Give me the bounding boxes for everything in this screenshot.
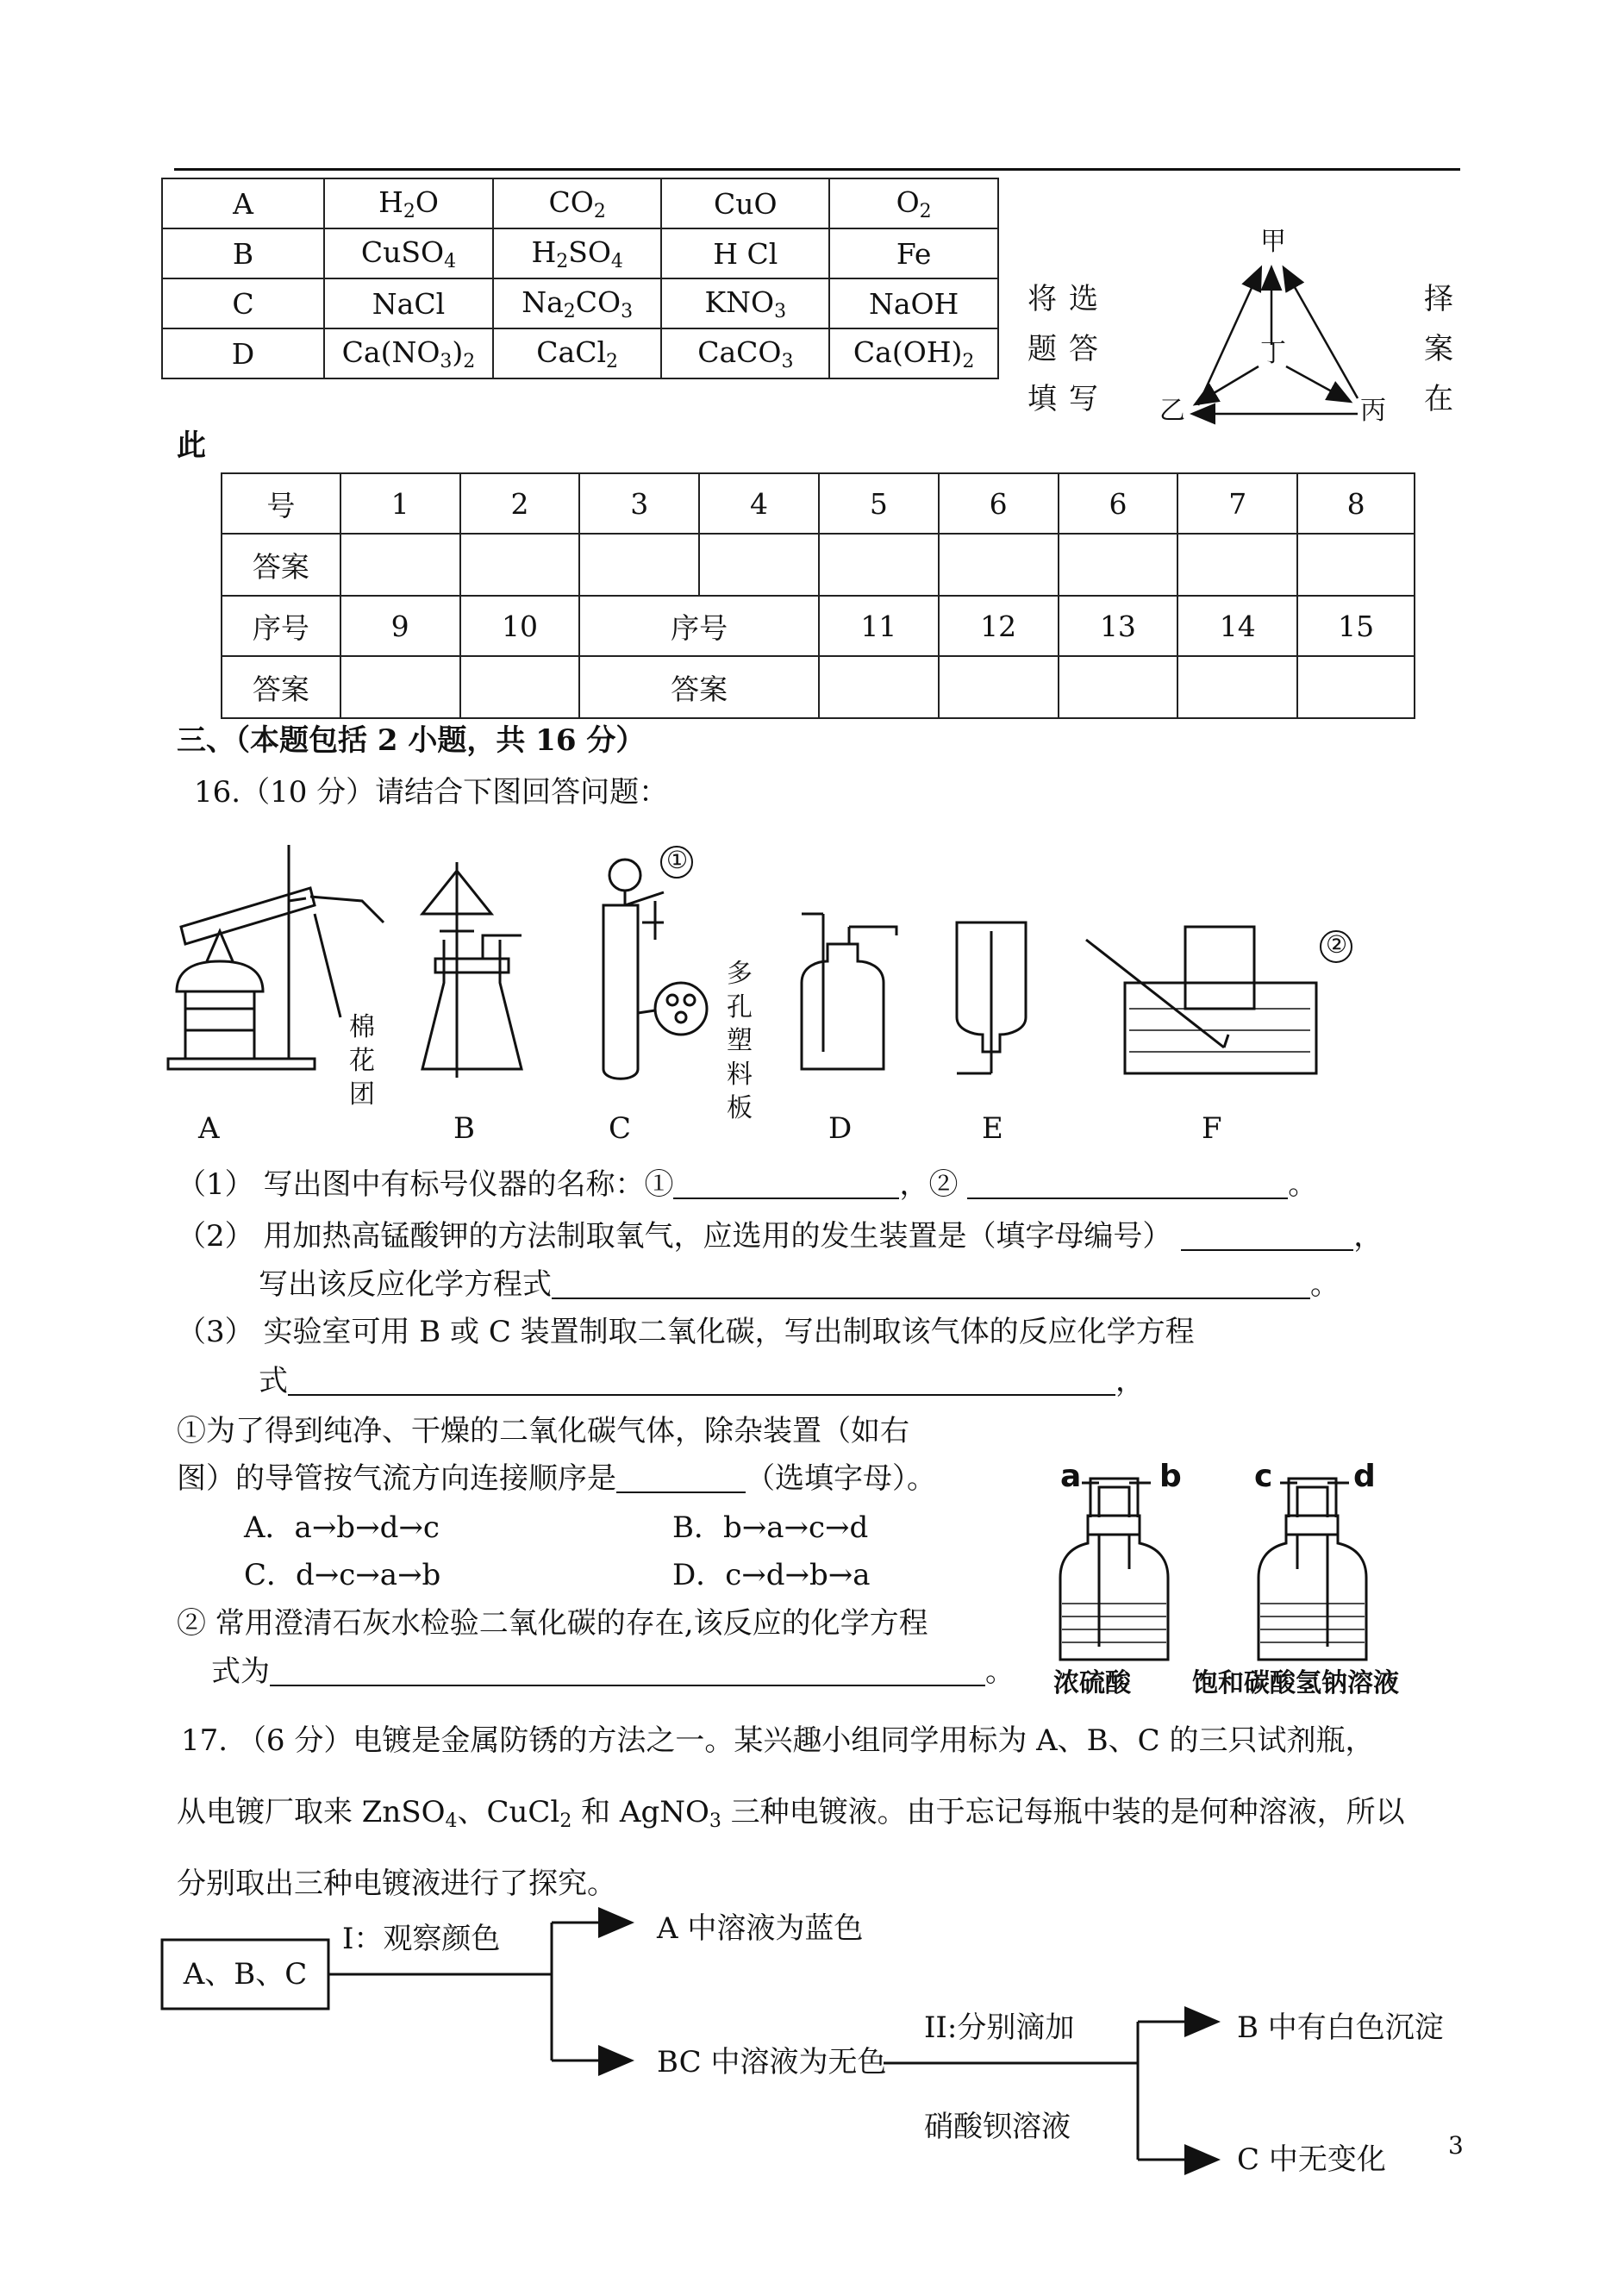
apparatus-label-d: D	[828, 1111, 853, 1146]
answer-cell[interactable]	[340, 656, 460, 718]
flow-result-c: C 中无变化	[1237, 2142, 1386, 2177]
q16-sub1-line1: ①为了得到纯净、干燥的二氧化碳气体，除杂装置（如右	[177, 1414, 909, 1448]
option-c: C．d→c→a→b	[244, 1558, 441, 1592]
blank-7[interactable]	[270, 1659, 985, 1686]
choice-cell: NaCl	[324, 278, 493, 328]
q17-line2: 从电镀厂取来 ZnSO$_4$、CuCl$_2$ 和 AgNO$_3$ 三种电镀液。由于忘记每瓶中装的是何种溶液，所以	[177, 1795, 1405, 1832]
choice-cell: $Ca(OH)_2$	[829, 328, 998, 378]
seq-num: 13	[1059, 596, 1178, 656]
choice-row	[162, 278, 998, 328]
choice-cell: $Ca(NO_3)_2$	[324, 328, 493, 378]
choice-cell: $KNO_3$	[661, 278, 829, 328]
q16-title: 16.（10 分）请结合下图回答问题：	[194, 775, 669, 810]
apparatus-label-a: A	[198, 1111, 220, 1146]
choice-cell: $H_2SO_4$	[493, 228, 661, 278]
flow-start-box: A、B、C	[183, 1957, 308, 1992]
tube-label-d: d	[1353, 1459, 1376, 1494]
option-a: A．a→b→d→c	[244, 1510, 440, 1545]
answer-cell[interactable]	[819, 534, 939, 596]
choice-table	[161, 178, 999, 379]
tube-label-b: b	[1159, 1459, 1182, 1494]
blank-3[interactable]	[1181, 1223, 1353, 1251]
tube-label-c: c	[1254, 1459, 1273, 1494]
question-number: 7	[1177, 473, 1297, 534]
question-number: 1	[340, 473, 460, 534]
apparatus-label-b: B	[453, 1111, 475, 1146]
choice-row-label: D	[162, 328, 324, 378]
instruction-col3: 择 案 在	[1424, 282, 1453, 416]
blank-1[interactable]	[673, 1172, 899, 1199]
seq-num: 11	[819, 596, 939, 656]
bottle-label-bicarbonate: 饱和碳酸氢钠溶液	[1192, 1668, 1399, 1698]
flow-step2-reagent: 硝酸钡溶液	[924, 2110, 1071, 2144]
question-number: 6	[1059, 473, 1178, 534]
seq-num: 14	[1177, 596, 1297, 656]
header-rule	[174, 168, 1460, 171]
choice-row-label: B	[162, 228, 324, 278]
flow-result-bc: BC 中溶液为无色	[657, 2045, 887, 2079]
answer-cell[interactable]	[460, 656, 580, 718]
q16-part3: （3） 实验室可用 B 或 C 装置制取二氧化碳，写出制取该气体的反应化学方程	[177, 1315, 1195, 1349]
apparatus-label-f: F	[1202, 1111, 1222, 1146]
q16-sub1-line2: 图）的导管按气流方向连接顺序是 （选填字母）。	[177, 1461, 936, 1496]
blank-4[interactable]	[552, 1272, 1310, 1299]
flow-result-b: B 中有白色沉淀	[1237, 2010, 1444, 2045]
choice-row	[162, 328, 998, 378]
answer-label: 答案	[222, 534, 340, 596]
number-label: 号	[222, 473, 340, 534]
triangle-center-label: 丁	[1260, 338, 1286, 368]
question-number: 8	[1297, 473, 1415, 534]
answer-cell[interactable]	[1059, 534, 1178, 596]
mark-1: ①	[666, 846, 689, 874]
blank-2[interactable]	[967, 1172, 1288, 1199]
answer-cell[interactable]	[460, 534, 580, 596]
choice-row-label: C	[162, 278, 324, 328]
apparatus-label-c: C	[609, 1111, 632, 1146]
choice-row	[162, 178, 998, 228]
option-b: B．b→a→c→d	[672, 1510, 869, 1545]
choice-row	[162, 228, 998, 278]
seq-label: 序号	[579, 596, 819, 656]
mark-2: ②	[1326, 930, 1348, 959]
choice-cell: NaOH	[829, 278, 998, 328]
q16-part2-eq: 写出该反应化学方程式 。	[259, 1267, 1340, 1302]
choice-cell: $H_2O$	[324, 178, 493, 228]
instruction-col1: 将 题 填	[1027, 282, 1057, 416]
choice-row-label: A	[162, 178, 324, 228]
question-number: 6	[939, 473, 1059, 534]
question-number: 5	[819, 473, 939, 534]
answer-table	[221, 472, 1415, 719]
seq-label: 序号	[222, 596, 340, 656]
question-number: 3	[579, 473, 699, 534]
porous-plate-label: 多 孔 塑 料 板	[727, 959, 753, 1123]
answer-cell[interactable]	[1297, 534, 1415, 596]
blank-5[interactable]	[288, 1368, 1115, 1396]
seq-num: 12	[939, 596, 1059, 656]
answer-cell[interactable]	[1177, 656, 1297, 718]
choice-cell: CaCl$_2$	[493, 328, 661, 378]
answer-cell[interactable]	[699, 534, 819, 596]
answer-cell[interactable]	[1177, 534, 1297, 596]
question-number: 4	[699, 473, 819, 534]
seq-num: 15	[1297, 596, 1415, 656]
answer-cell[interactable]	[939, 534, 1059, 596]
seq-num: 10	[460, 596, 580, 656]
section-heading: 三、（本题包括 2 小题，共 16 分）	[177, 723, 646, 758]
answer-cell[interactable]	[1297, 656, 1415, 718]
q17-line1: 17. （6 分）电镀是金属防锈的方法之一。某兴趣小组同学用标为 A、B、C 的三只试剂瓶，	[181, 1723, 1375, 1758]
answer-cell[interactable]	[819, 656, 939, 718]
triangle-left-label: 乙	[1159, 396, 1185, 426]
flow-result-a: A 中溶液为蓝色	[657, 1911, 864, 1946]
choice-cell: CaCO$_3$	[661, 328, 829, 378]
bottle-label-sulfuric-acid: 浓硫酸	[1053, 1668, 1131, 1698]
answer-cell[interactable]	[939, 656, 1059, 718]
tube-label-a: a	[1060, 1459, 1082, 1494]
choice-cell: $O_2$	[829, 178, 998, 228]
apparatus-label-e: E	[982, 1111, 1003, 1146]
triangle-top-label: 甲	[1260, 227, 1286, 257]
choice-cell: CuO	[661, 178, 829, 228]
choice-cell: Fe	[829, 228, 998, 278]
flow-step1: I：观察颜色	[342, 1922, 501, 1956]
q17-line3: 分别取出三种电镀液进行了探究。	[177, 1867, 616, 1901]
instruction-tail: 此	[177, 428, 206, 463]
seq-num: 9	[340, 596, 460, 656]
q16-part3-eq: 式 ，	[259, 1364, 1145, 1398]
instruction-col2: 选 答 写	[1069, 282, 1098, 416]
choice-cell: H Cl	[661, 228, 829, 278]
choice-cell: CuSO$_4$	[324, 228, 493, 278]
q16-part1: （1） 写出图中有标号仪器的名称：① ，② 。	[177, 1167, 1318, 1202]
flow-step2: II:分别滴加	[924, 2010, 1075, 2045]
page-number: 3	[1448, 2131, 1464, 2160]
option-d: D．c→d→b→a	[672, 1558, 871, 1592]
answer-label: 答案	[222, 656, 340, 718]
q16-part2: （2） 用加热高锰酸钾的方法制取氧气，应选用的发生装置是（填字母编号） ，	[177, 1219, 1384, 1254]
cotton-label: 棉 花 团	[349, 1012, 375, 1110]
question-number: 2	[460, 473, 580, 534]
answer-cell[interactable]	[1059, 656, 1178, 718]
answer-cell[interactable]	[579, 534, 699, 596]
choice-cell: $CO_2$	[493, 178, 661, 228]
choice-cell: $Na_2CO_3$	[493, 278, 661, 328]
q16-sub2-line1: ② 常用澄清石灰水检验二氧化碳的存在,该反应的化学方程	[177, 1606, 928, 1641]
answer-label: 答案	[579, 656, 819, 718]
triangle-right-label: 丙	[1360, 396, 1386, 426]
blank-6[interactable]	[616, 1466, 746, 1493]
q16-sub2-line2: 式为 。	[211, 1654, 1015, 1689]
answer-cell[interactable]	[340, 534, 460, 596]
